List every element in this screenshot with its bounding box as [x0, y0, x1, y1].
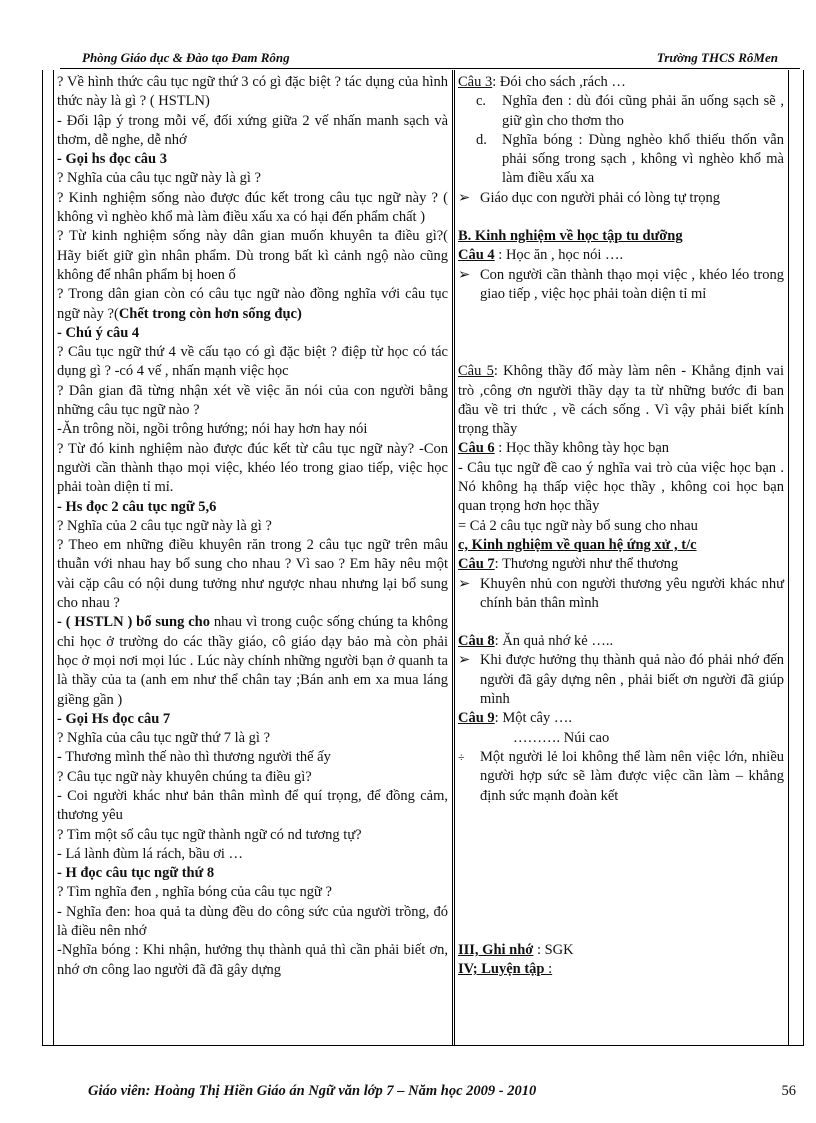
question: ? Theo em những điều khuyên răn trong 2 câu tục ngữ trên mâu thuẫn với nhau hay bổ sung cho nhau ? Vì sao ? Em hãy nêu một vài cặp câu có nội dung tưởng như ngược nhau nhưng lại bổ sung cho nhau ? — [57, 537, 448, 612]
question: ? Từ kinh nghiệm sống này dân gian muốn khuyên ta điều gì?( Hãy biết giữ gìn nhân phẩm. Dù trong bất kì cảnh ngộ nào cũng không để nhân phẩm bị hoen ố — [57, 228, 448, 283]
question: ? Nghĩa của 2 câu tục ngữ này là gì ? — [57, 517, 272, 534]
question: ? Từ đó kinh nghiệm nào được đúc kết từ câu tục ngữ này? -Con người cần thành thạo mọi việc, khéo léo trong giao tiếp, việc học phải toàn diện tỉ mỉ. — [57, 440, 448, 496]
proverb-4-lesson: ➢ Con người cần thành thạo mọi việc , khéo léo trong giao tiếp , việc học phải toàn diện tỉ mỉ — [458, 266, 784, 302]
question: ? Tìm nghĩa đen , nghĩa bóng của câu tục ngữ ? — [57, 884, 332, 901]
proverb-6-body: - Câu tục ngữ đề cao ý nghĩa vai trò của việc học bạn . Nó không hạ thấp việc học thầy , không coi học bạn quan trọng hơn học thầy — [458, 459, 784, 515]
proverb-3-figurative: d. Nghĩa bóng : Dùng nghèo khổ thiếu thốn vẫn phải sống trong sạch , không vì nghèo khổ mà làm điều xấu xa — [476, 131, 784, 187]
lesson-content-column — [458, 73, 784, 979]
teacher-student-activity-column — [57, 73, 448, 980]
proverb-3-lesson: ➢ Giáo dục con người phải có lòng tự trọng — [458, 189, 784, 208]
answer: - Lá lành đùm lá rách, bầu ơi … — [57, 845, 244, 862]
answer: -Nghĩa bóng : Khi nhận, hưởng thụ thành quả thì cần phải biết ơn, nhớ ơn công lao người đã đã gây dựng — [57, 942, 448, 978]
division-bullet-icon: ÷ — [458, 749, 465, 764]
proverb-7-lesson: ➢ Khuyên nhủ con người thương yêu người khác như chính bản thân mình — [458, 575, 784, 611]
page-footer — [88, 1083, 796, 1100]
answer: -Ăn trông nồi, ngồi trông hướng; nói hay hơn hay nói — [57, 421, 368, 438]
question: ? Câu tục ngữ thứ 4 về cấu tạo có gì đặc biệt ? điệp từ học có tác dụng gì ? -có 4 vế , nhấn mạnh việc học — [57, 344, 448, 380]
section-b-heading: B. Kinh nghiệm về học tập tu dưỡng — [458, 228, 683, 245]
section-c-heading: c, Kinh nghiệm về quan hệ ứng xử , t/c — [458, 536, 697, 553]
question: ? Trong dân gian còn có câu tục ngữ nào đồng nghĩa với câu tục ngữ này ?(Chết trong còn hơn sống đục) — [57, 286, 448, 322]
proverb-9-lesson: ÷ Một người lẻ loi không thể làm nên việc lớn, nhiều người hợp sức sẽ làm được việc cần làm – khẳng định sức mạnh đoàn kết — [458, 748, 784, 804]
question: ? Dân gian đã từng nhận xét về việc ăn nói của con người bằng những câu tục ngữ nào ? — [57, 382, 448, 419]
proverb-5: Câu 5: Không thầy đố mày làm nên - Khẳng định vai trò ,công ơn người thầy dạy ta từ những bước đi ban đầu về tri thức , về cách sống . Vì vậy phải biết kính trọng thầy — [458, 363, 785, 438]
proverb-9-heading: Câu 9: Một cây …. — [458, 710, 572, 727]
arrow-bullet-icon: ➢ — [458, 189, 471, 206]
answer: - Thương mình thế nào thì thương người thế ấy — [57, 749, 331, 766]
lesson-table — [42, 70, 804, 1046]
proverb-9-line2: ………. Núi cao — [513, 729, 610, 746]
answer: - Coi người khác như bản thân mình để quí trọng, để đồng cảm, thương yêu — [57, 787, 448, 824]
instruction: - Gọi hs đọc câu 3 — [57, 151, 167, 168]
instruction: - H đọc câu tục ngữ thứ 8 — [57, 865, 215, 882]
proverb-7-heading: Câu 7: Thương người như thể thương — [458, 556, 679, 573]
page-number: 56 — [781, 1083, 796, 1099]
proverb-8-lesson: ➢ Khi được hưởng thụ thành quả nào đó phải nhớ đến người đã gây dựng nên , phải biết ơn người đã giúp mình — [458, 652, 784, 708]
proverb-5-6-summary: = Cả 2 câu tục ngữ này bổ sung cho nhau — [458, 517, 698, 534]
proverb-4-heading: Câu 4 : Học ăn , học nói …. — [458, 247, 624, 264]
answer: - Nghĩa đen: hoa quả ta dùng đều do công sức của người trồng, đó là điều nên nhớ — [57, 903, 448, 940]
instruction: - Gọi Hs đọc câu 7 — [57, 710, 171, 727]
practice-heading: IV; Luyện tập : — [458, 961, 553, 978]
answer: - Đối lập ý trong mỗi vế, đối xứng giữa 2 vế nhấn manh sạch và thơm, dễ nghe, dễ nhớ — [57, 112, 448, 148]
arrow-bullet-icon: ➢ — [458, 652, 471, 669]
memo-heading: III, Ghi nhớ : SGK — [458, 941, 574, 958]
question: ? Kinh nghiệm sống nào được đúc kết trong câu tục ngữ này ? ( không vì nghèo khổ mà làm điều xấu xa có hại đến phẩm chất ) — [57, 189, 448, 226]
proverb-8-heading: Câu 8: Ăn quả nhớ kẻ ….. — [458, 633, 614, 650]
arrow-bullet-icon: ➢ — [458, 266, 471, 283]
question: ? Câu tục ngữ này khuyên chúng ta điều gì? — [57, 768, 312, 785]
page-header — [60, 50, 800, 69]
instruction: - Chú ý câu 4 — [57, 324, 140, 341]
proverb-3-heading: Câu 3: Đói cho sách ,rách … — [458, 74, 626, 90]
header-school: Trường THCS RôMen — [656, 50, 778, 65]
question: ? Về hình thức câu tục ngữ thứ 3 có gì đặc biệt ? tác dụng của hình thức này là gì ? ( HSTLN) — [57, 74, 448, 110]
question: ? Nghĩa của câu tục ngữ thứ 7 là gì ? — [57, 730, 271, 747]
answer: - ( HSTLN ) bổ sung cho nhau vì trong cuộc sống chúng ta không chỉ học ở trường do các thầy giáo, cô giáo dạy bảo mà còn phải học ở mọi nơi mọi lúc . Lúc này chính những người bạn ở quanh ta là thầy của ta (anh em như thể chân tay ;Bán anh em xa mua láng giềng gần ) — [57, 614, 448, 708]
footer-text: Giáo viên: Hoàng Thị Hiền Giáo án Ngữ văn lớp 7 – Năm học 2009 - 2010 — [88, 1083, 537, 1099]
instruction: - Hs đọc 2 câu tục ngữ 5,6 — [57, 498, 217, 515]
proverb-6-heading: Câu 6 : Học thầy không tày học bạn — [458, 440, 670, 457]
header-department: Phòng Giáo dục & Đào tạo Đam Rông — [82, 50, 290, 65]
proverb-3-literal: c. Nghĩa đen : dù đói cũng phải ăn uống sạch sẽ , giữ gìn cho thơm tho — [476, 93, 784, 129]
question: ? Tìm một số câu tục ngữ thành ngữ có nd tương tự? — [57, 826, 362, 843]
question: ? Nghĩa của câu tục ngữ này là gì ? — [57, 170, 261, 187]
arrow-bullet-icon: ➢ — [458, 575, 471, 592]
